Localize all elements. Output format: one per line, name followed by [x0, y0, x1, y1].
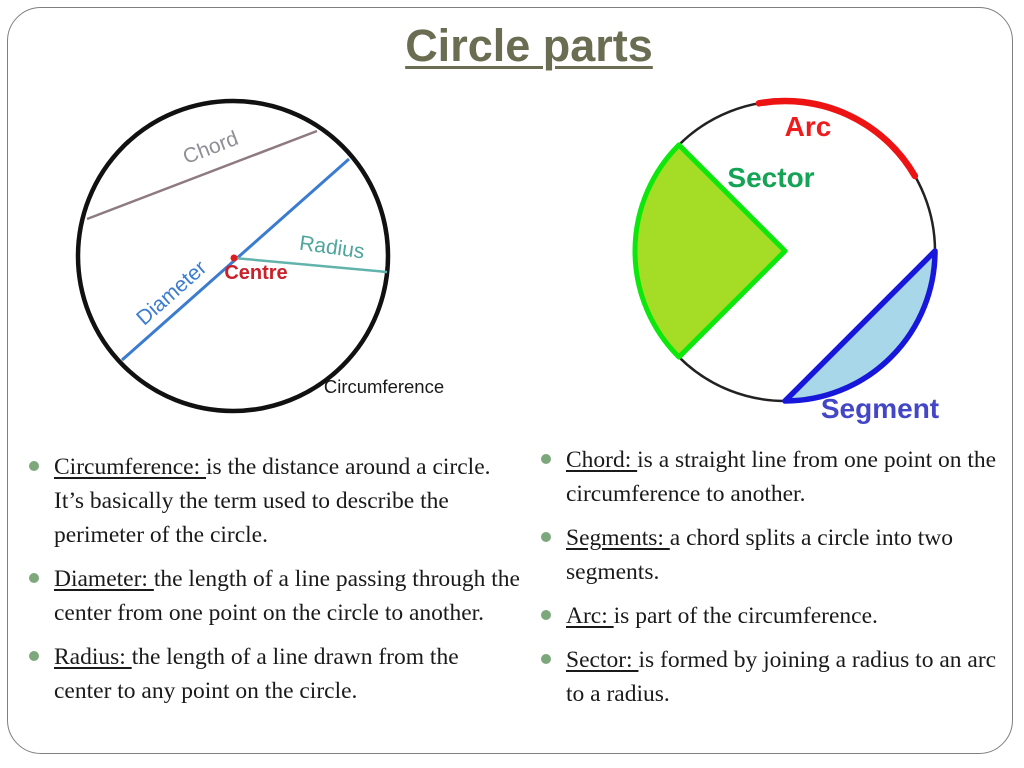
circle-parts-diagram — [50, 90, 470, 430]
definitions-left-column — [28, 450, 520, 718]
radius-label: Radius — [297, 231, 366, 264]
definition-text: is a straight line from one point on the circumference to another. — [566, 447, 997, 507]
list-item — [540, 443, 1010, 511]
term-text: Diameter: — [54, 566, 154, 592]
circle-regions-diagram — [615, 85, 967, 437]
page-title: Circle parts — [405, 20, 653, 71]
list-item — [540, 643, 1010, 711]
term-text: Chord: — [566, 447, 638, 473]
list-item — [28, 562, 520, 630]
term-text: Arc: — [566, 603, 614, 629]
definitions-right-column — [540, 443, 1010, 721]
centre-dot — [231, 255, 238, 262]
centre-label: Centre — [224, 262, 288, 284]
bullet-icon — [541, 454, 551, 464]
diameter-label: Diameter — [132, 256, 212, 330]
bullet-icon — [29, 461, 39, 471]
bullet-icon — [541, 532, 551, 542]
definition-text: is formed by joining a radius to an arc to a radius. — [566, 647, 997, 707]
segment-shape — [785, 251, 935, 401]
list-item — [28, 640, 520, 708]
term-text: Segments: — [566, 525, 670, 551]
list-item — [28, 450, 520, 552]
definition-text: is the distance around a circle. It’s basically the term used to describe the perimeter of the circle. — [54, 454, 491, 548]
list-item — [540, 599, 1010, 633]
definition-text: is part of the circumference. — [613, 603, 878, 629]
bullet-icon — [29, 573, 39, 583]
bullet-icon — [29, 651, 39, 661]
segment-label: Segment — [820, 393, 940, 424]
term-text: Circumference: — [54, 454, 207, 480]
sector-label: Sector — [727, 162, 815, 193]
bullet-icon — [541, 610, 551, 620]
definition-text: the length of a line passing through the center from one point on the circle to another. — [54, 566, 520, 626]
term-text: Sector: — [566, 647, 639, 673]
list-item — [540, 521, 1010, 589]
chord-label: Chord — [179, 126, 242, 169]
term-text: Radius: — [54, 644, 132, 670]
arc-label: Arc — [784, 111, 832, 142]
bullet-icon — [541, 654, 551, 664]
definition-text: the length of a line drawn from the center to any point on the circle. — [54, 644, 459, 704]
definition-text: a chord splits a circle into two segments. — [566, 525, 954, 585]
circumference-label: Circumference — [323, 376, 445, 397]
